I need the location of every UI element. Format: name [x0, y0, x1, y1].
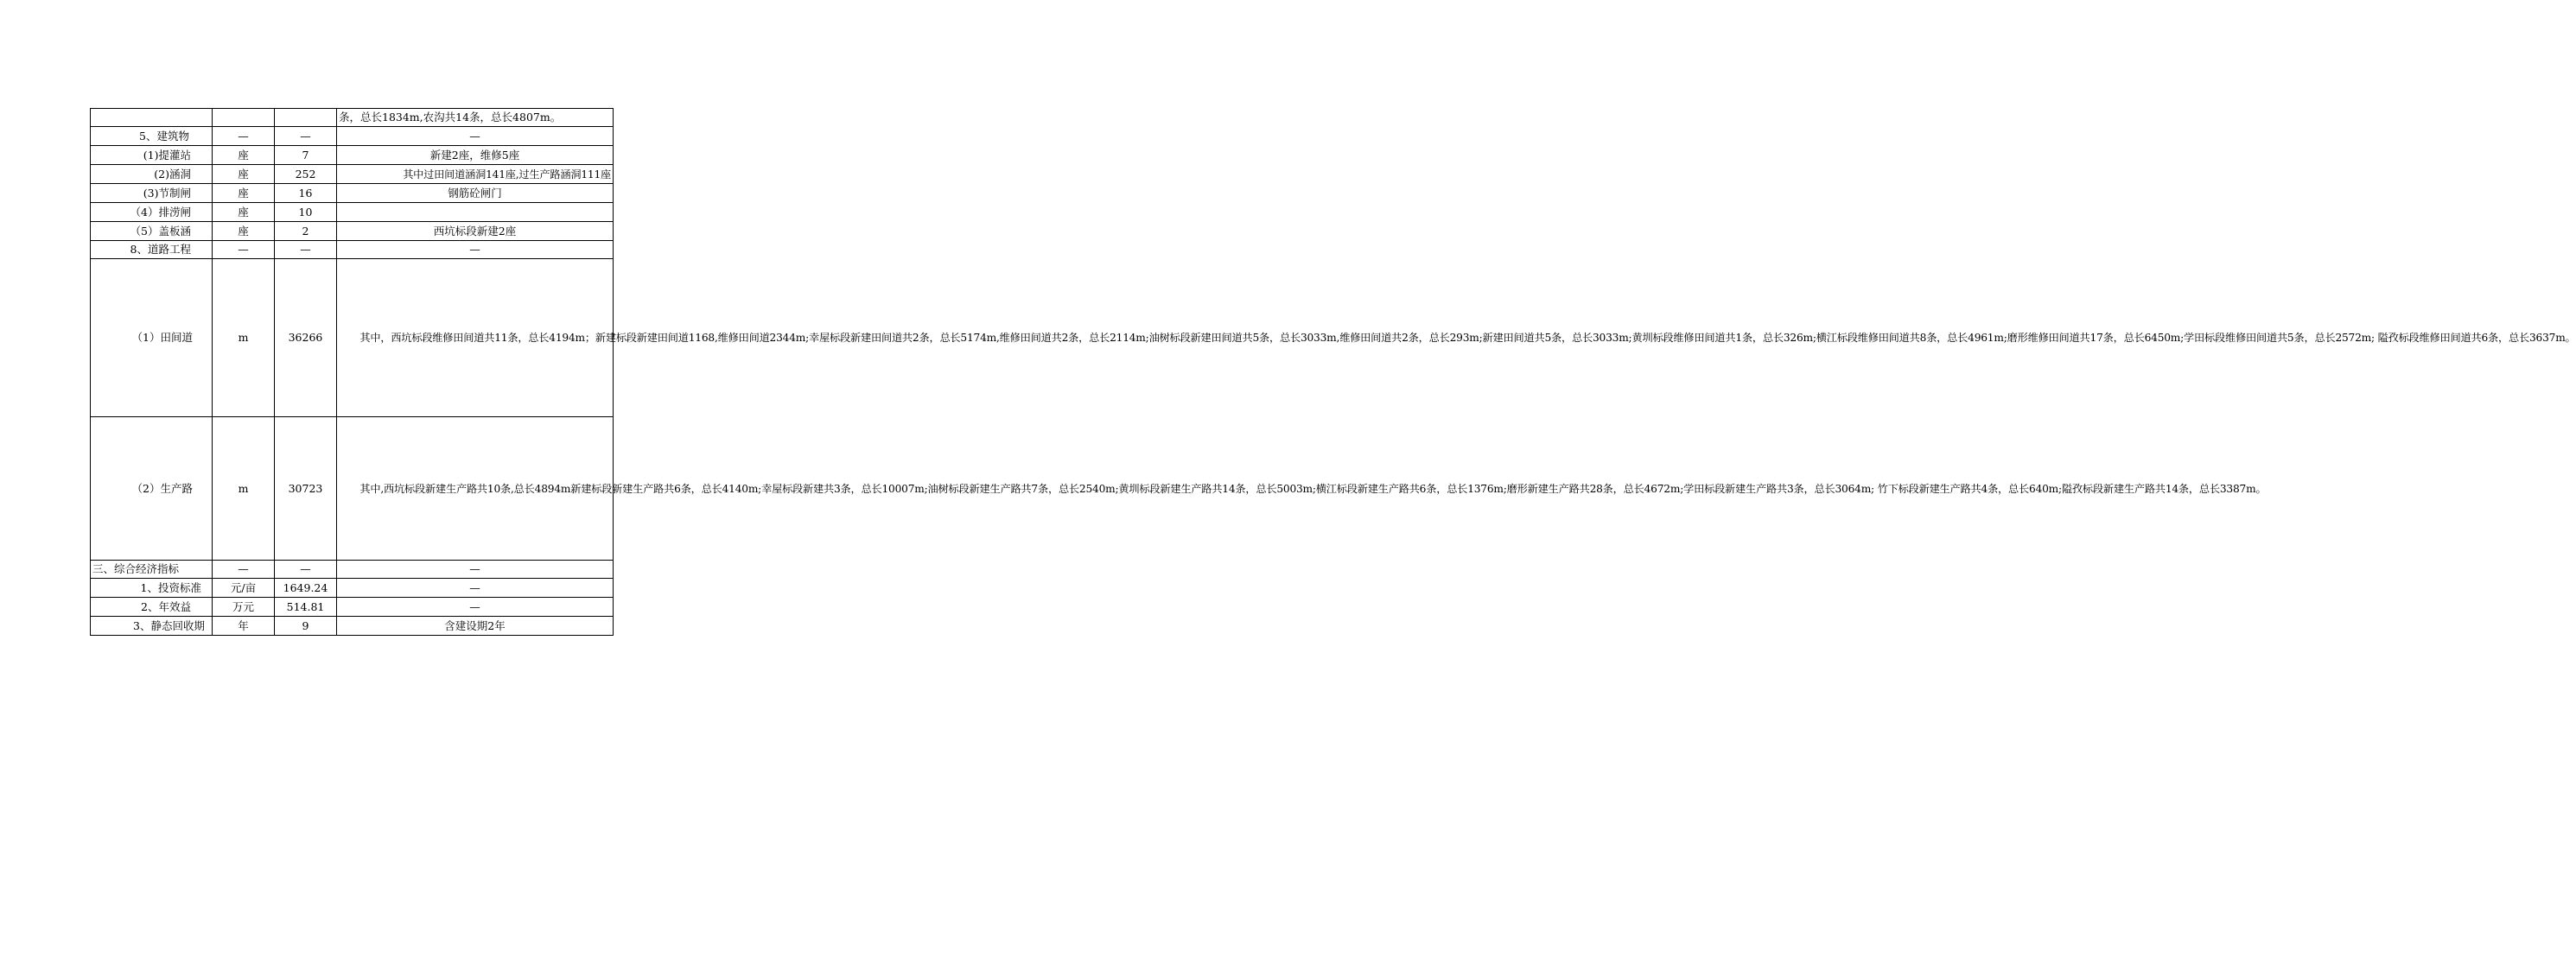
- note-cell: 其中，西坑标段维修田间道共11条，总长4194m；新建标段新建田间道1168,维修田间道2344m;幸屋标段新建田间道共2条，总长5174m,维修田间道共2条，总长2114m;油树标段新建田间道共5条，总长3033m,维修田间道共2条，总长293m;新建田间道共5条，总长3033m;黄圳标段维修田间道共1条，总长326m;横江标段维修田间道共8条，总长4961m;磨形维修田间道共17条，总长6450m;学田标段维修田间道共5条，总长2572m; 隘孜标段维修田间道共6条，总长3637m。: [337, 259, 614, 417]
- note-cell: 其中,西坑标段新建生产路共10条,总长4894m新建标段新建生产路共6条，总长4140m;幸屋标段新建共3条，总长10007m;油树标段新建生产路共7条，总长2540m;黄圳标段新建生产路共14条，总长5003m;横江标段新建生产路共6条，总长1376m;磨形新建生产路共28条，总长4672m;学田标段新建生产路共3条，总长3064m; 竹下标段新建生产路共4条，总长640m;隘孜标段新建生产路共14条，总长3387m。: [337, 417, 614, 561]
- table-row: [91, 617, 614, 636]
- table-row: [91, 222, 614, 241]
- table-row: [91, 146, 614, 165]
- note-cell: [337, 203, 614, 222]
- item-name-cell: 1、投资标准: [91, 579, 213, 598]
- quantity-cell: —: [275, 127, 337, 146]
- note-cell: 条，总长1834m,农沟共14条，总长4807m。: [337, 109, 614, 127]
- note-cell: 新建2座，维修5座: [337, 146, 614, 165]
- unit-cell: 座: [213, 222, 275, 241]
- item-name-cell: (3)节制闸: [91, 184, 213, 203]
- unit-cell: m: [213, 259, 275, 417]
- unit-cell: 座: [213, 165, 275, 184]
- table-row: [91, 579, 614, 598]
- unit-cell: 座: [213, 203, 275, 222]
- quantity-cell: 10: [275, 203, 337, 222]
- item-name-cell: (2)涵洞: [91, 165, 213, 184]
- unit-cell: 年: [213, 617, 275, 636]
- note-cell: —: [337, 127, 614, 146]
- table-row: [91, 417, 614, 561]
- note-cell: —: [337, 241, 614, 259]
- engineering-summary-table: [90, 108, 2576, 636]
- quantity-cell: 2: [275, 222, 337, 241]
- item-name-cell: （1）田间道: [91, 259, 213, 417]
- item-name-cell: 2、年效益: [91, 598, 213, 617]
- unit-cell: 元/亩: [213, 579, 275, 598]
- unit-cell: [213, 109, 275, 127]
- item-name-cell: 5、建筑物: [91, 127, 213, 146]
- quantity-cell: 36266: [275, 259, 337, 417]
- note-cell: —: [337, 598, 614, 617]
- quantity-cell: —: [275, 241, 337, 259]
- unit-cell: 座: [213, 184, 275, 203]
- quantity-cell: —: [275, 561, 337, 579]
- table-row: [91, 109, 614, 127]
- table-row: [91, 165, 614, 184]
- table-row: [91, 598, 614, 617]
- item-name-cell: （4）排涝闸: [91, 203, 213, 222]
- note-cell: 西坑标段新建2座: [337, 222, 614, 241]
- item-name-cell: 8、道路工程: [91, 241, 213, 259]
- table-row: [91, 561, 614, 579]
- item-name-cell: （5）盖板涵: [91, 222, 213, 241]
- note-cell: 含建设期2年: [337, 617, 614, 636]
- quantity-cell: [275, 109, 337, 127]
- note-cell: —: [337, 561, 614, 579]
- quantity-cell: 16: [275, 184, 337, 203]
- quantity-cell: 514.81: [275, 598, 337, 617]
- quantity-cell: 252: [275, 165, 337, 184]
- quantity-cell: 7: [275, 146, 337, 165]
- note-cell: 其中过田间道涵洞141座,过生产路涵洞111座: [337, 165, 614, 184]
- item-name-cell: 三、综合经济指标: [91, 561, 213, 579]
- item-name-cell: 3、静态回收期: [91, 617, 213, 636]
- quantity-cell: 1649.24: [275, 579, 337, 598]
- quantity-cell: 30723: [275, 417, 337, 561]
- unit-cell: 万元: [213, 598, 275, 617]
- item-name-cell: [91, 109, 213, 127]
- unit-cell: —: [213, 561, 275, 579]
- unit-cell: —: [213, 127, 275, 146]
- quantity-cell: 9: [275, 617, 337, 636]
- unit-cell: 座: [213, 146, 275, 165]
- table-row: [91, 127, 614, 146]
- table-row: [91, 241, 614, 259]
- item-name-cell: （2）生产路: [91, 417, 213, 561]
- note-cell: 钢筋砼闸门: [337, 184, 614, 203]
- table-row: [91, 203, 614, 222]
- table-row: [91, 184, 614, 203]
- unit-cell: m: [213, 417, 275, 561]
- unit-cell: —: [213, 241, 275, 259]
- item-name-cell: (1)提灌站: [91, 146, 213, 165]
- table-row: [91, 259, 614, 417]
- note-cell: —: [337, 579, 614, 598]
